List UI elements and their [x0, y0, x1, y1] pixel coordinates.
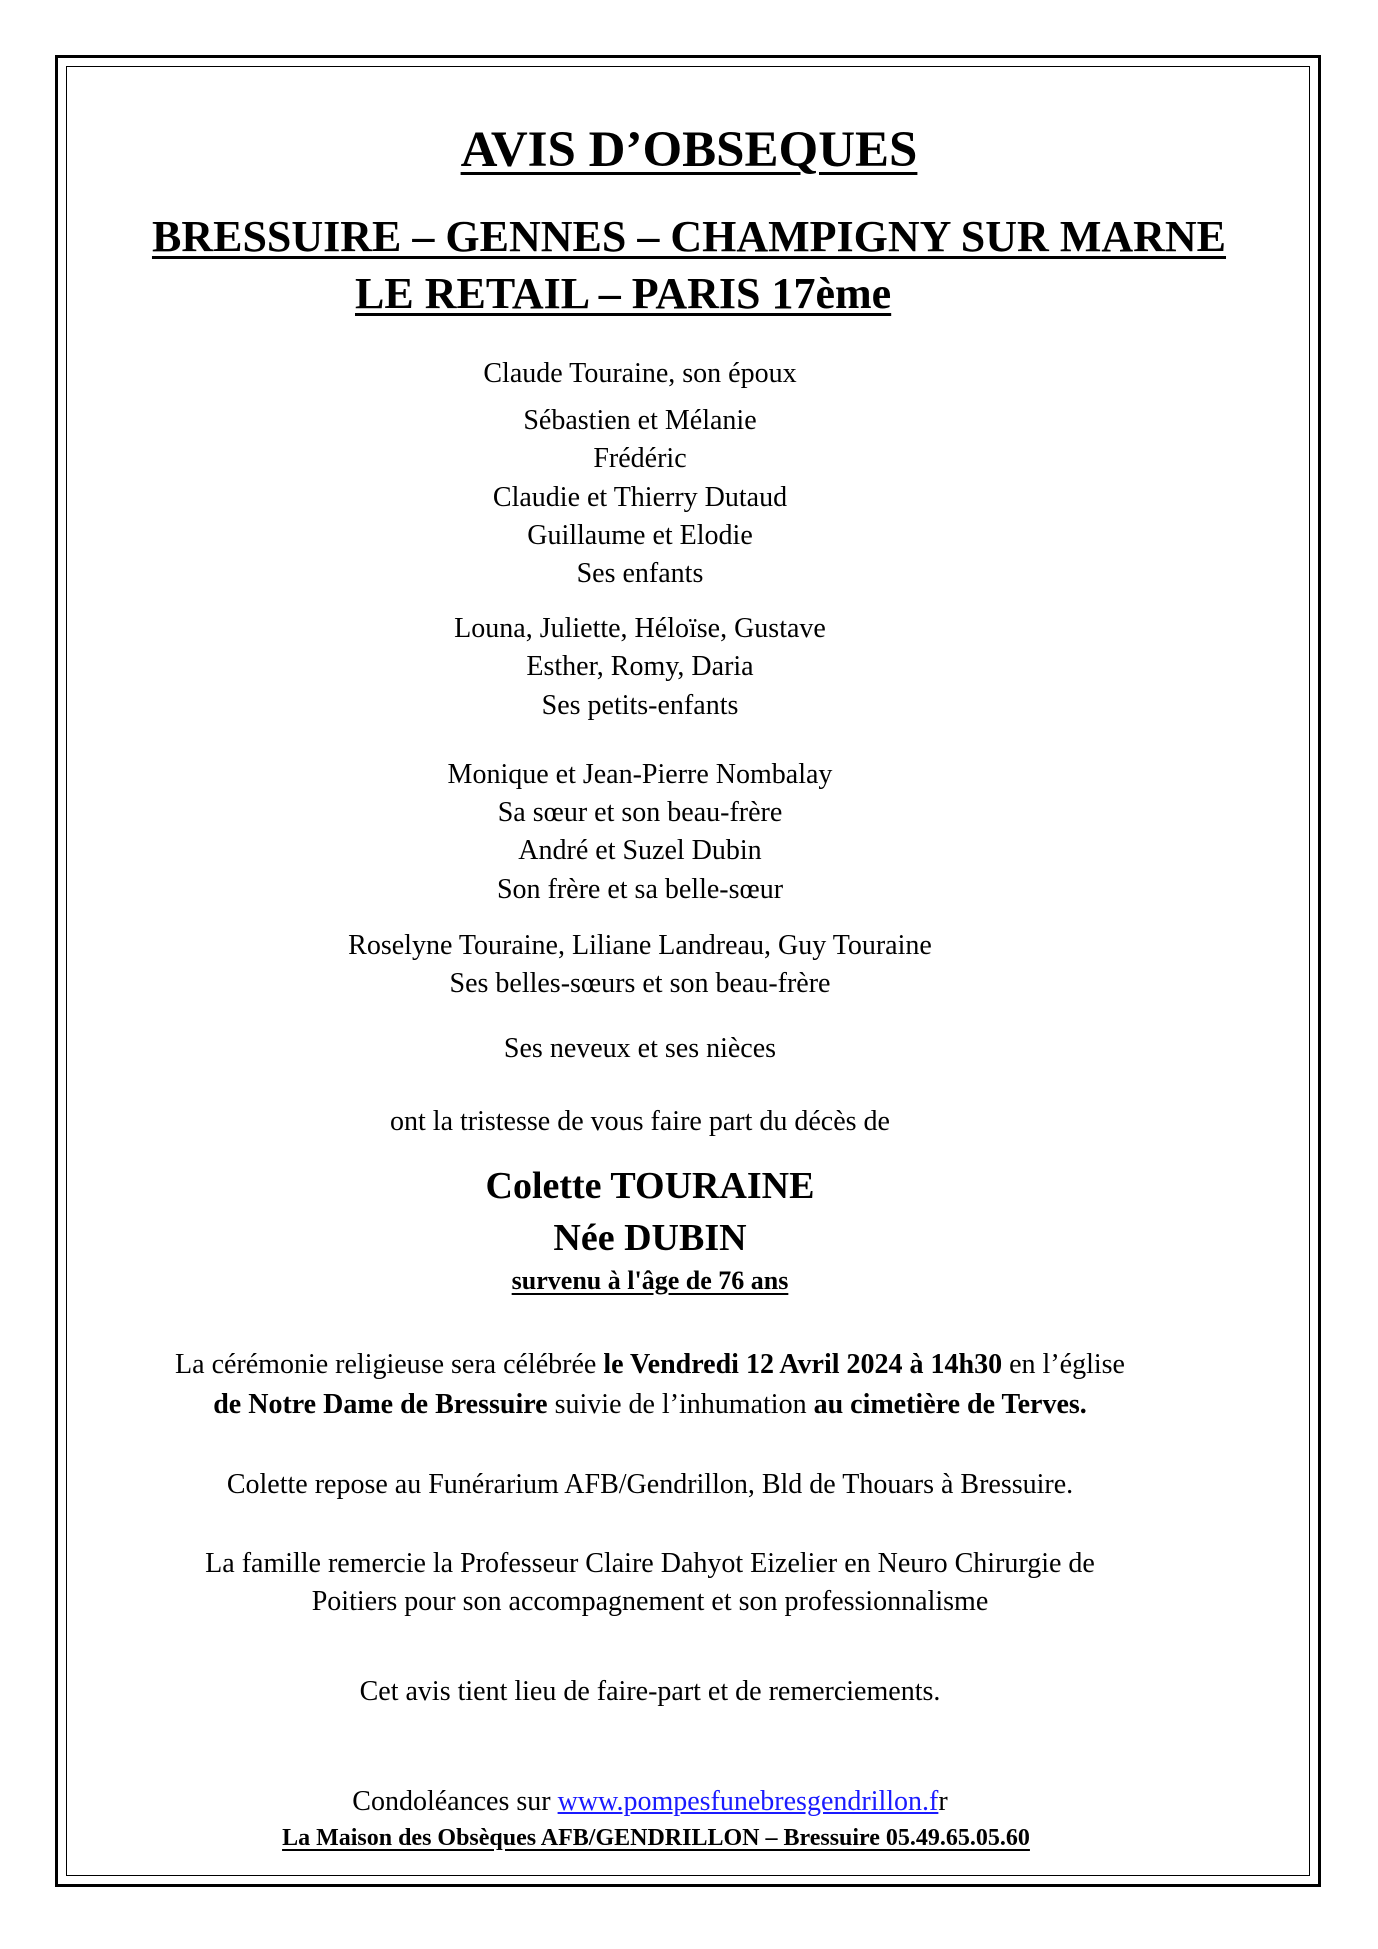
- page-title: AVIS D’OBSEQUES: [460, 122, 918, 178]
- condolences-line: [0, 1783, 1300, 1821]
- grandchildren-line: Louna, Juliette, Héloïse, Gustave: [454, 613, 826, 644]
- spouse-line: Claude Touraine, son époux: [483, 358, 797, 389]
- children-caption: Ses enfants: [576, 558, 704, 589]
- grandchildren-caption: Ses petits-enfants: [541, 690, 739, 721]
- condolences-prefix: Condoléances sur: [352, 1786, 558, 1817]
- places-line-1: BRESSUIRE – GENNES – CHAMPIGNY SUR MARNE: [151, 212, 1227, 261]
- ceremony-line-1: [0, 1346, 1300, 1384]
- ceremony-line-2: [0, 1386, 1300, 1424]
- thanks-line-2: Poitiers pour son accompagnement et son professionnalisme: [311, 1586, 989, 1617]
- age-line: survenu à l'âge de 76 ans: [511, 1266, 789, 1295]
- ceremony-date: le Vendredi 12 Avril 2024 à 14h30: [603, 1349, 1003, 1380]
- grandchildren-line: Esther, Romy, Daria: [526, 651, 754, 682]
- ceremony-text: en l’église: [1002, 1349, 1125, 1380]
- places-line-2: LE RETAIL – PARIS 17ème: [355, 269, 892, 318]
- siblings-line: Son frère et sa belle-sœur: [496, 874, 784, 905]
- condolences-suffix: r: [938, 1786, 948, 1817]
- footer-contact: La Maison des Obsèques AFB/GENDRILLON – Bressuire 05.49.65.05.60: [282, 1825, 1030, 1851]
- cemetery-name: au cimetière de Terves.: [813, 1389, 1087, 1420]
- in-laws-caption: Ses belles-sœurs et son beau-frère: [449, 968, 831, 999]
- nephews-line: Ses neveux et ses nièces: [503, 1033, 777, 1064]
- siblings-line: André et Suzel Dubin: [518, 835, 762, 866]
- thanks-line-1: La famille remercie la Professeur Claire Dahyot Eizelier en Neuro Chirurgie de: [205, 1548, 1095, 1579]
- condolences-link[interactable]: www.pompesfunebresgendrillon.f: [557, 1786, 939, 1817]
- church-name: de Notre Dame de Bressuire: [213, 1389, 548, 1420]
- children-line: Sébastien et Mélanie: [523, 405, 757, 436]
- ceremony-text: La cérémonie religieuse sera célébrée: [175, 1349, 604, 1380]
- children-line: Guillaume et Elodie: [527, 520, 753, 551]
- announcement-intro: ont la tristesse de vous faire part du décès de: [390, 1106, 890, 1137]
- children-line: Frédéric: [593, 443, 687, 474]
- notice-line: Cet avis tient lieu de faire-part et de remerciements.: [359, 1676, 941, 1707]
- maiden-name: Née DUBIN: [553, 1217, 747, 1259]
- siblings-line: Monique et Jean-Pierre Nombalay: [447, 759, 833, 790]
- children-line: Claudie et Thierry Dutaud: [492, 482, 788, 513]
- deceased-name: Colette TOURAINE: [485, 1165, 815, 1207]
- in-laws-line: Roselyne Touraine, Liliane Landreau, Guy Touraine: [348, 930, 932, 961]
- rest-place-line: Colette repose au Funérarium AFB/Gendrillon, Bld de Thouars à Bressuire.: [226, 1469, 1074, 1500]
- siblings-line: Sa sœur et son beau-frère: [497, 797, 783, 828]
- ceremony-text: suivie de l’inhumation: [547, 1389, 814, 1420]
